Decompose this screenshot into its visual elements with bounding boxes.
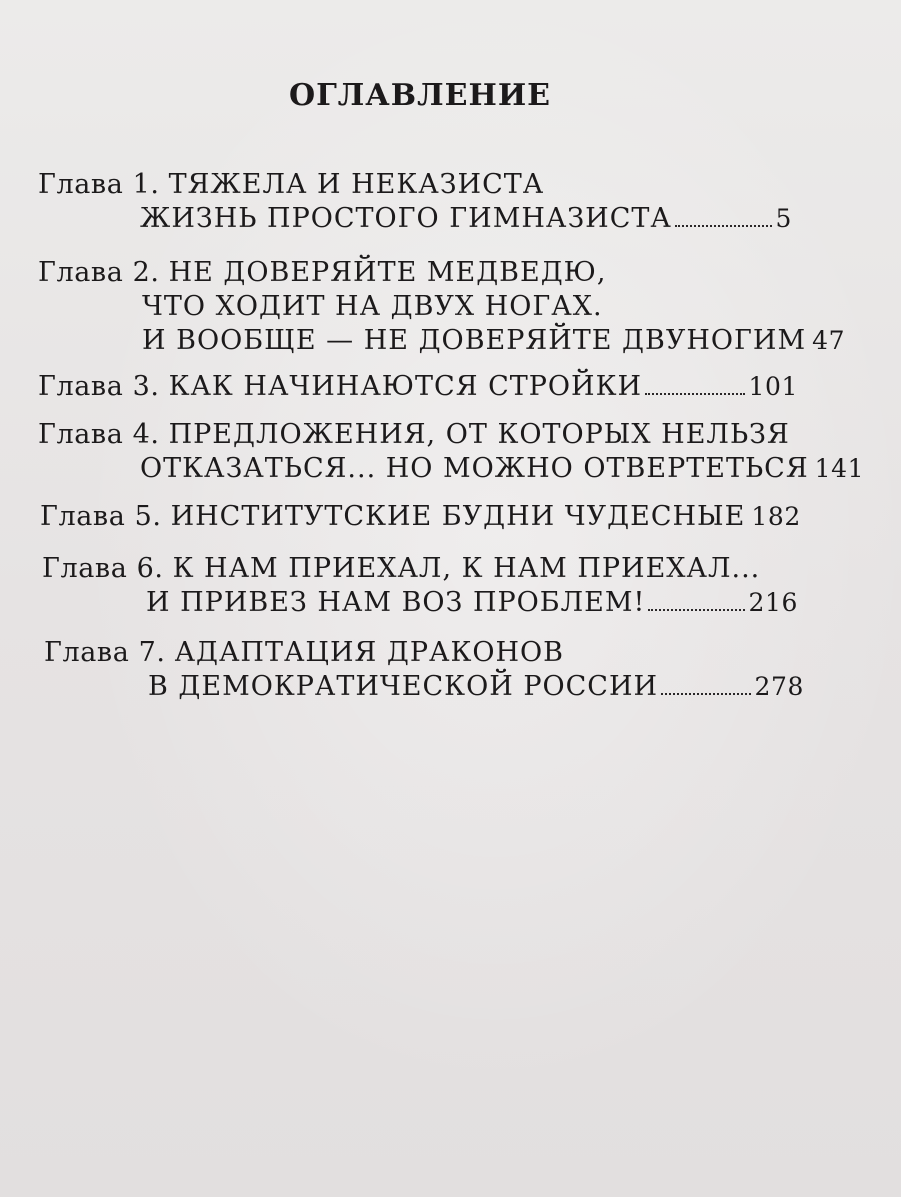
chapter-6-page-number: 216 (748, 588, 798, 617)
chapter-3-prefix: Глава 3. (38, 371, 160, 402)
chapter-6-title-line-2: И ПРИВЕЗ НАМ ВОЗ ПРОБЛЕМ! (146, 587, 646, 618)
chapter-7-page-number: 278 (754, 672, 804, 701)
dot-leader (645, 393, 745, 395)
chapter-2-title-line-3: И ВООБЩЕ — НЕ ДОВЕРЯЙТЕ ДВУНОГИМ (142, 325, 807, 356)
chapter-4-line-2 (140, 452, 865, 486)
chapter-5-page-number: 182 (751, 502, 801, 531)
page-title: ОГЛАВЛЕНИЕ (288, 78, 552, 113)
chapter-4-title-line-2: ОТКАЗАТЬСЯ... НО МОЖНО ОТВЕРТЕТЬСЯ (140, 453, 809, 484)
dot-leader (675, 225, 773, 227)
chapter-3-line-1 (38, 370, 798, 404)
chapter-2-title-line-1: НЕ ДОВЕРЯЙТЕ МЕДВЕДЮ, (168, 257, 607, 288)
chapter-1-line-2 (140, 202, 792, 236)
chapter-6-title-line-1: К НАМ ПРИЕХАЛ, К НАМ ПРИЕХАЛ... (172, 553, 761, 584)
chapter-4-prefix: Глава 4. (38, 419, 160, 450)
chapter-6-line-1 (42, 552, 798, 586)
dot-leader (661, 693, 751, 695)
chapter-2-line-3 (142, 324, 846, 358)
chapter-1-line-1 (38, 168, 798, 202)
chapter-7-title-line-2: В ДЕМОКРАТИЧЕСКОЙ РОССИИ (148, 671, 659, 702)
chapter-2-prefix: Глава 2. (38, 257, 160, 288)
chapter-4-title-line-1: ПРЕДЛОЖЕНИЯ, ОТ КОТОРЫХ НЕЛЬЗЯ (168, 419, 790, 450)
chapter-7-prefix: Глава 7. (44, 637, 166, 668)
chapter-3-title-line-1: КАК НАЧИНАЮТСЯ СТРОЙКИ (168, 371, 643, 402)
dot-leader (648, 609, 745, 611)
chapter-1-title-line-2: ЖИЗНЬ ПРОСТОГО ГИМНАЗИСТА (140, 203, 672, 234)
chapter-1-prefix: Глава 1. (38, 169, 160, 200)
chapter-6-line-2 (146, 586, 798, 620)
chapter-2-title-line-2: ЧТО ХОДИТ НА ДВУХ НОГАХ. (142, 291, 603, 322)
chapter-3-page-number: 101 (748, 372, 798, 401)
chapter-5-prefix: Глава 5. (40, 501, 162, 532)
chapter-7-line-1 (44, 636, 804, 670)
chapter-5-line-1 (40, 500, 801, 534)
chapter-6-prefix: Глава 6. (42, 553, 164, 584)
chapter-1-page-number: 5 (775, 204, 792, 233)
chapter-7-title-line-1: АДАПТАЦИЯ ДРАКОНОВ (174, 637, 565, 668)
chapter-4-line-1 (38, 418, 798, 452)
chapter-5-title-line-1: ИНСТИТУТСКИЕ БУДНИ ЧУДЕСНЫЕ (170, 501, 746, 532)
chapter-2-line-1 (38, 256, 798, 290)
chapter-7-line-2 (148, 670, 804, 704)
chapter-2-page-number: 47 (812, 326, 846, 355)
chapter-4-page-number: 141 (814, 454, 865, 483)
chapter-2-line-2 (142, 290, 792, 324)
chapter-1-title-line-1: ТЯЖЕЛА И НЕКАЗИСТА (168, 169, 545, 200)
